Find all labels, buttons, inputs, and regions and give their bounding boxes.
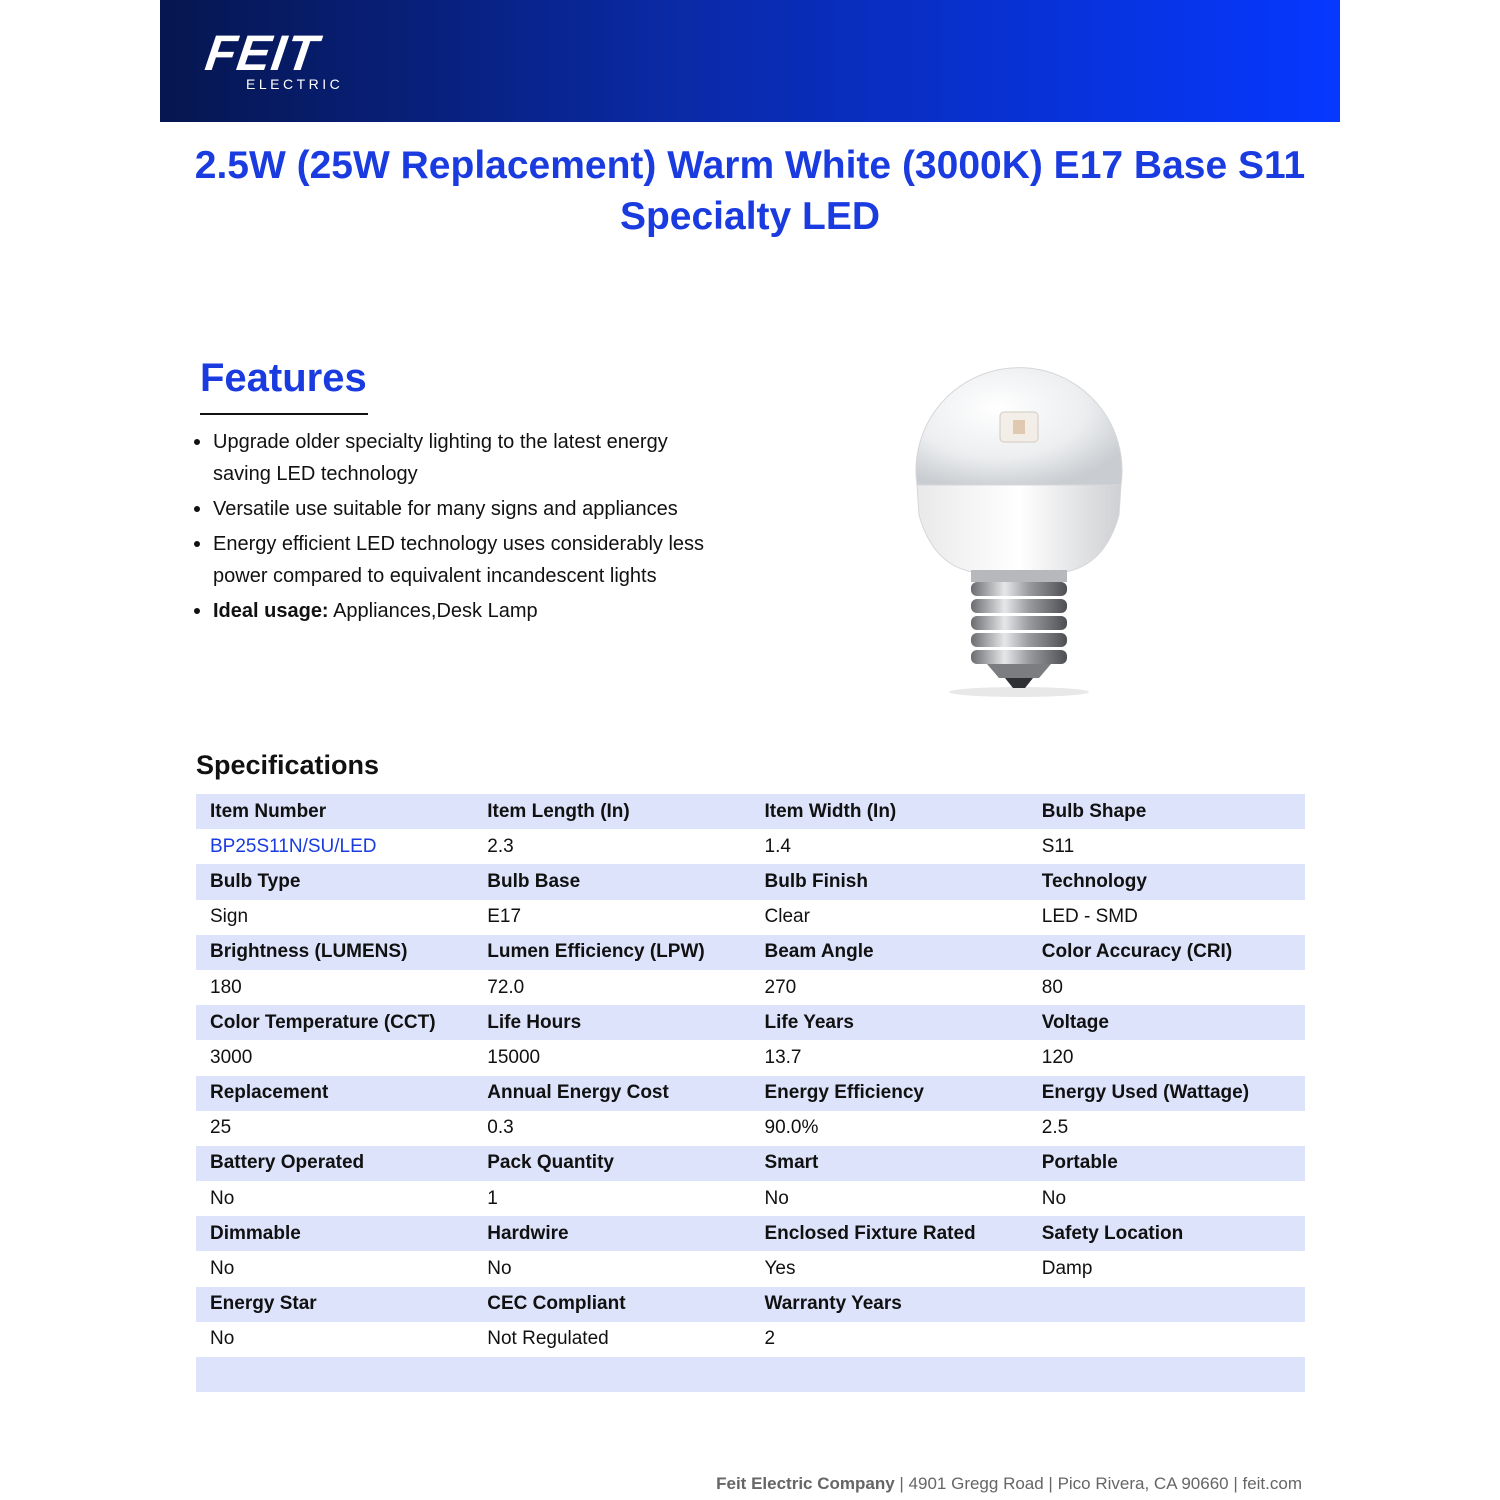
feature-item — [194, 595, 714, 627]
product-title: 2.5W (25W Replacement) Warm White (3000K) E17 Base S11 Specialty LED — [194, 144, 1306, 238]
spec-header-cell: Portable — [1041, 1152, 1118, 1174]
feature-item — [194, 493, 714, 525]
spec-header-cell: Bulb Shape — [1041, 800, 1147, 822]
spec-header-cell: Hardwire — [487, 1222, 569, 1244]
spec-value-cell: Clear — [764, 906, 810, 928]
spec-header-row — [196, 1216, 1305, 1251]
spec-header-row — [196, 1076, 1305, 1111]
spec-empty-row — [196, 1357, 1305, 1392]
spec-header-cell: Energy Used (Wattage) — [1041, 1082, 1250, 1104]
spec-header-cell: Smart — [764, 1152, 819, 1174]
feature-text: Energy efficient LED technology uses considerably less power compared to equivalent incandescent lights — [213, 533, 705, 587]
feature-item — [194, 426, 714, 490]
spec-header-cell: Energy Efficiency — [764, 1082, 924, 1104]
spec-value-cell: 13.7 — [764, 1046, 802, 1068]
spec-value-cell: 90.0% — [764, 1117, 819, 1139]
spec-value-cell: 25 — [210, 1117, 232, 1139]
spec-header-cell: Warranty Years — [764, 1293, 902, 1315]
spec-value-cell: No — [1041, 1187, 1067, 1209]
spec-value-cell: 2.3 — [487, 835, 514, 857]
spec-header-cell: Energy Star — [210, 1293, 317, 1315]
footer — [716, 1474, 1302, 1494]
spec-header-cell: CEC Compliant — [487, 1293, 626, 1315]
spec-header-cell: Beam Angle — [764, 941, 874, 963]
spec-header-cell: Life Hours — [487, 1011, 582, 1033]
spec-header-row — [196, 1146, 1305, 1181]
features-heading: Features — [200, 356, 367, 400]
feature-text: Appliances,Desk Lamp — [328, 600, 538, 622]
features-list — [194, 426, 714, 630]
spec-value-row — [196, 1181, 1305, 1216]
spec-value-cell: S11 — [1041, 835, 1075, 857]
spec-value-cell: 80 — [1041, 976, 1063, 998]
spec-value-cell: No — [764, 1187, 789, 1209]
footer-website-link[interactable]: feit.com — [1242, 1474, 1302, 1493]
spec-header-cell: Replacement — [210, 1082, 329, 1104]
spec-value-cell: No — [210, 1328, 235, 1350]
spec-header-cell: Color Accuracy (CRI) — [1041, 941, 1233, 963]
specifications-heading: Specifications — [196, 750, 380, 780]
spec-header-cell: Color Temperature (CCT) — [210, 1011, 436, 1033]
s11-led-bulb-image — [905, 340, 1135, 710]
spec-value-cell: 3000 — [210, 1046, 253, 1068]
spec-value-cell: Not Regulated — [487, 1328, 609, 1350]
spec-header-row — [196, 864, 1305, 899]
spec-header-cell: Annual Energy Cost — [487, 1082, 669, 1104]
spec-header-cell: Bulb Type — [210, 870, 301, 892]
spec-value-row — [196, 1111, 1305, 1146]
spec-value-cell: 1.4 — [764, 835, 791, 857]
spec-value-cell: LED - SMD — [1041, 906, 1138, 928]
spec-value-cell: 270 — [764, 976, 797, 998]
spec-value-row — [196, 1251, 1305, 1286]
spec-value-cell: No — [487, 1258, 512, 1280]
spec-value-cell: 1 — [487, 1187, 498, 1209]
spec-header-cell: Lumen Efficiency (LPW) — [487, 941, 705, 963]
feature-item — [194, 528, 714, 592]
spec-value-cell: Yes — [764, 1258, 796, 1280]
spec-value-row — [196, 829, 1305, 864]
specifications-table — [196, 794, 1305, 1392]
spec-value-row — [196, 970, 1305, 1005]
features-underline — [200, 413, 368, 415]
item-number-link[interactable]: BP25S11N/SU/LED — [210, 835, 377, 857]
spec-value-cell: 72.0 — [487, 976, 525, 998]
spec-value-cell: 2.5 — [1041, 1117, 1069, 1139]
spec-value-cell: E17 — [487, 906, 522, 928]
logo-wordmark: FEIT — [202, 25, 323, 81]
spec-header-cell: Enclosed Fixture Rated — [764, 1222, 976, 1244]
spec-value-cell: No — [210, 1187, 235, 1209]
feit-electric-logo[interactable] — [202, 25, 382, 98]
spec-header-cell: Item Length (In) — [487, 800, 630, 822]
footer-company: Feit Electric Company — [716, 1474, 895, 1493]
footer-address: | 4901 Gregg Road | Pico Rivera, CA 90660 | — [894, 1474, 1243, 1493]
spec-header-cell: Bulb Base — [487, 870, 581, 892]
spec-value-cell: 120 — [1041, 1046, 1074, 1068]
spec-header-row — [196, 935, 1305, 970]
spec-value-row — [196, 900, 1305, 935]
spec-header-cell: Bulb Finish — [764, 870, 868, 892]
spec-header-cell: Pack Quantity — [487, 1152, 614, 1174]
spec-header-row — [196, 1005, 1305, 1040]
spec-value-cell: Sign — [210, 906, 249, 928]
spec-header-cell: Dimmable — [210, 1222, 301, 1244]
spec-header-cell: Item Width (In) — [764, 800, 897, 822]
spec-value-cell: No — [210, 1258, 235, 1280]
spec-value-row — [196, 1040, 1305, 1075]
spec-value-cell: 15000 — [487, 1046, 541, 1068]
spec-header-cell: Battery Operated — [210, 1152, 365, 1174]
feature-text: Upgrade older specialty lighting to the latest energy saving LED technology — [213, 431, 668, 485]
spec-value-cell: 2 — [764, 1328, 776, 1350]
spec-header-cell: Safety Location — [1041, 1222, 1184, 1244]
spec-value-cell: 180 — [210, 976, 242, 998]
spec-header-cell: Voltage — [1041, 1011, 1109, 1033]
spec-header-cell: Brightness (LUMENS) — [210, 941, 408, 963]
spec-value-cell: Damp — [1041, 1258, 1093, 1280]
feature-label: Ideal usage: — [213, 600, 329, 622]
spec-header-row — [196, 794, 1305, 829]
spec-header-cell: Technology — [1041, 870, 1147, 892]
spec-header-cell: Life Years — [764, 1011, 854, 1033]
feature-text: Versatile use suitable for many signs and appliances — [213, 498, 678, 520]
spec-value-cell: 0.3 — [487, 1117, 514, 1139]
header-banner — [160, 0, 1340, 122]
spec-value-row — [196, 1322, 1305, 1357]
logo-subtitle: ELECTRIC — [246, 76, 344, 92]
spec-header-cell: Item Number — [210, 800, 327, 822]
spec-header-row — [196, 1287, 1305, 1322]
